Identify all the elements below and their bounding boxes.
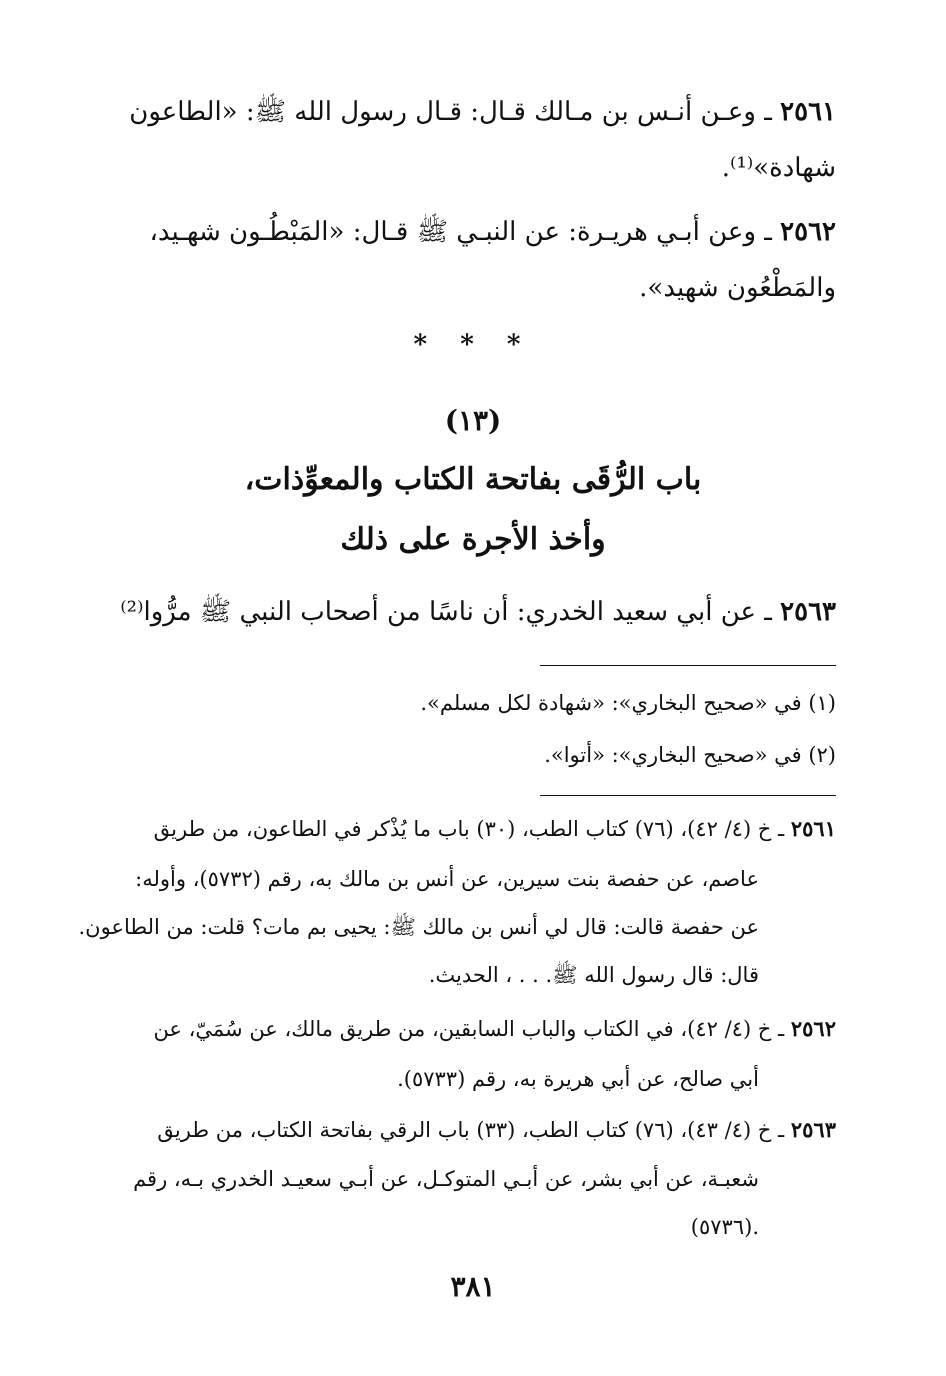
- hadith-2561-line1: [129, 92, 836, 132]
- page-number: ٣٨١: [450, 1270, 496, 1303]
- hadith-2563-line1: [120, 592, 836, 632]
- footnote-1: (١) في «صحيح البخاري»: «شهادة لكل مسلم».: [420, 691, 836, 715]
- reference-text: ـ خ (٤/ ٤٢)، في الكتاب والباب السابقين، من طريق مالك، عن سُمَيّ، عن: [153, 1017, 791, 1041]
- section-number: (١٣): [444, 404, 502, 437]
- references-divider: [540, 795, 836, 796]
- section-separator: * * *: [413, 330, 533, 360]
- reference-text: ـ خ (٤/ ٤٣)، (٧٦) كتاب الطب، (٣٣) باب الرقي بفاتحة الكتاب، من طريق: [157, 1118, 791, 1142]
- reference-number: ٢٥٦٣: [790, 1117, 836, 1142]
- reference-2563-line1: [157, 1113, 836, 1147]
- hadith-number: ٢٥٦١: [780, 97, 836, 127]
- hadith-text: ـ وعـن أنـس بن مـالك قـال: قـال رسول الله ﷺ: «الطاعون: [129, 97, 781, 127]
- section-title-line2: وأخذ الأجرة على ذلك: [340, 522, 606, 557]
- reference-2561-line2: عاصم، عن حفصة بنت سيرين، عن أنس بن مالك به، رقم (٥٧٣٢)، وأوله:: [135, 867, 759, 891]
- footnote-divider: [540, 665, 836, 666]
- hadith-2562-line2: والمَطْعُون شهيد».: [639, 273, 836, 303]
- reference-2561-line3: عن حفصة قالت: قال لي أنس بن مالك ﷺ: يحيى بم مات؟ قلت: من الطاعون.: [78, 915, 759, 939]
- hadith-text: ـ عن أبي سعيد الخدري: أن ناسًا من أصحاب النبي ﷺ مرُّوا⁽²⁾: [120, 597, 781, 627]
- reference-2562-line2: أبي صالح، عن أبي هريرة به، رقم (٥٧٣٣).: [397, 1067, 759, 1091]
- section-title-line1: باب الرُّقَى بفاتحة الكتاب والمعوِّذات،: [244, 462, 702, 497]
- hadith-text: ـ وعن أبـي هريـرة: عن النبـي ﷺ قـال: «المَبْطُـون شهـيد،: [149, 217, 781, 247]
- hadith-number: ٢٥٦٢: [780, 217, 836, 247]
- reference-2562-line1: [153, 1012, 836, 1046]
- reference-2561-line4: قال: قال رسول الله ﷺ. . . ، الحديث.: [428, 963, 759, 987]
- hadith-2562-line1: [150, 212, 837, 252]
- reference-2563-line2: شعبـة، عن أبي بشر، عن أبـي المتوكـل، عن أبـي سعيـد الخدري بـه، رقم: [133, 1167, 759, 1191]
- reference-number: ٢٥٦٢: [790, 1016, 836, 1041]
- hadith-2561-line2: شهادة»⁽¹⁾.: [721, 153, 836, 183]
- reference-number: ٢٥٦١: [790, 816, 836, 841]
- hadith-number: ٢٥٦٣: [780, 597, 836, 627]
- footnote-2: (٢) في «صحيح البخاري»: «أتوا».: [544, 743, 836, 767]
- reference-2561-line1: [154, 812, 836, 846]
- reference-2563-line3: (٥٧٣٦).: [690, 1215, 759, 1239]
- reference-text: ـ خ (٤/ ٤٢)، (٧٦) كتاب الطب، (٣٠) باب ما يُذْكر في الطاعون، من طريق: [153, 817, 791, 841]
